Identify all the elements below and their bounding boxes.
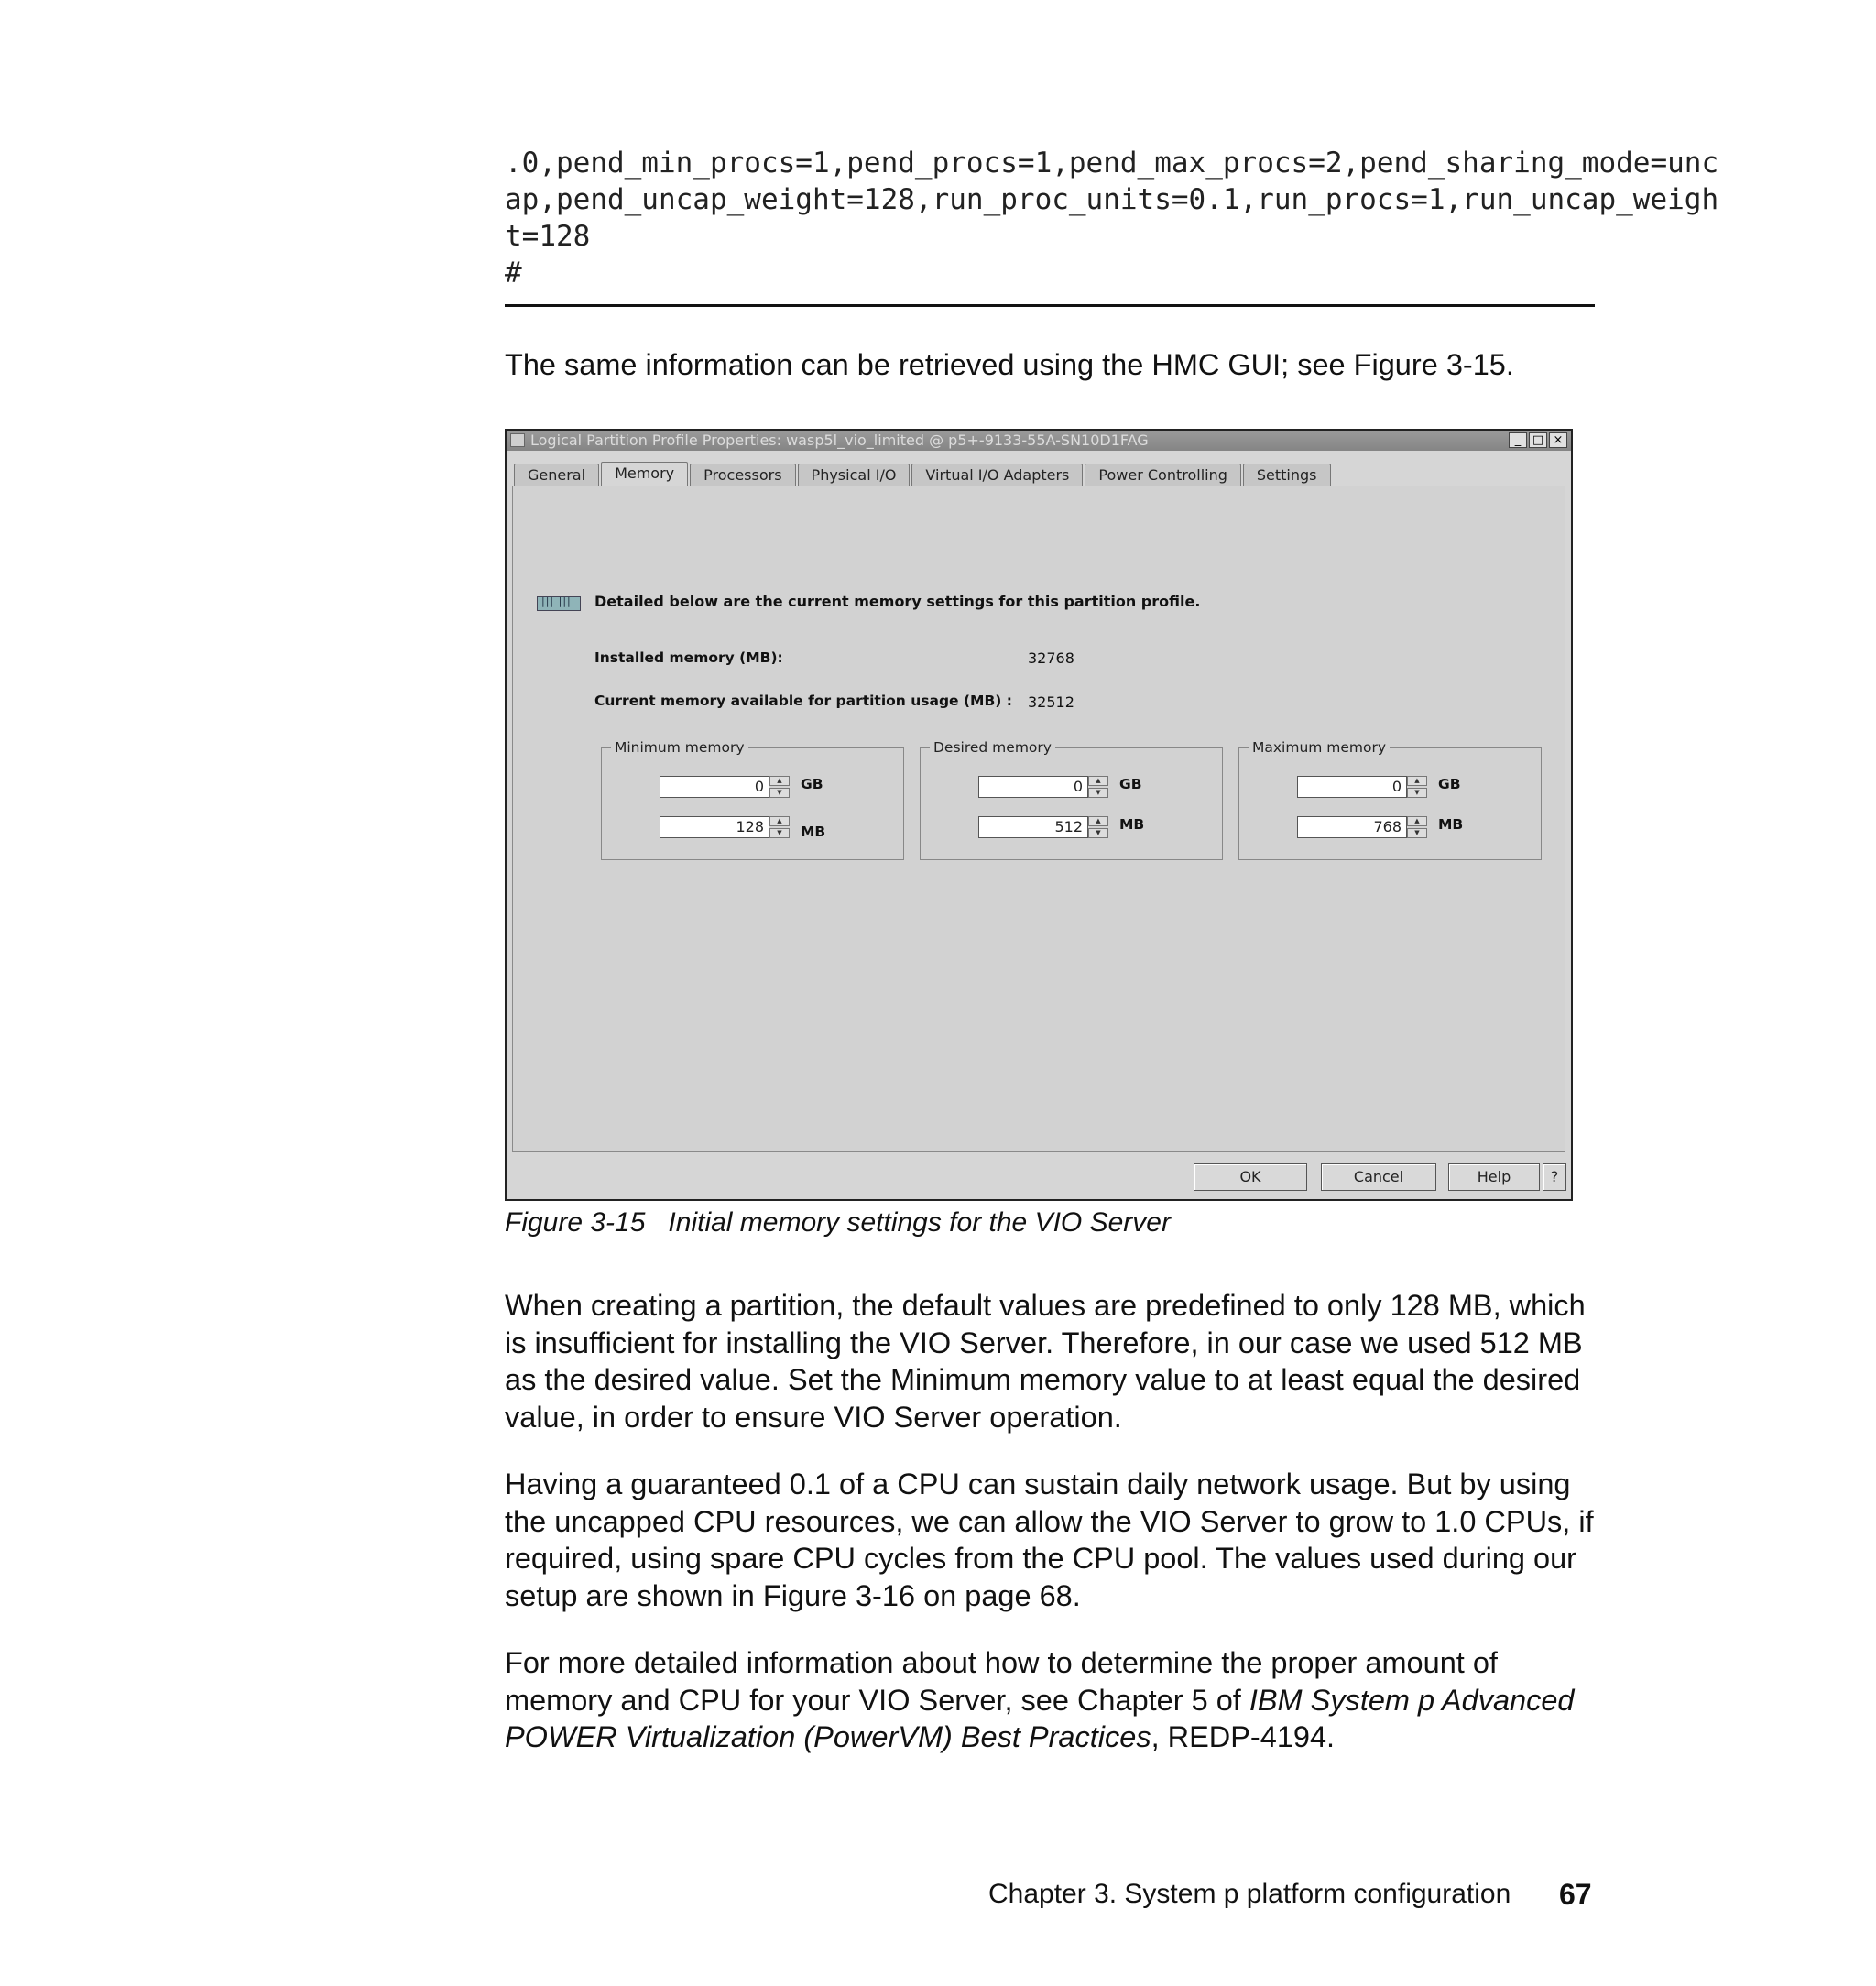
gb-unit-label: GB: [1438, 776, 1461, 792]
paragraph-more-info: [505, 1644, 1595, 1756]
group-title: Desired memory: [933, 739, 1052, 756]
installed-memory-value: 32768: [1028, 649, 1074, 667]
minimum-mb-spinner[interactable]: [660, 816, 790, 838]
spin-down-icon[interactable]: ▼: [769, 828, 790, 838]
spin-down-icon[interactable]: ▼: [1407, 788, 1427, 798]
memory-module-icon: [537, 596, 581, 611]
minimum-gb-spinner[interactable]: [660, 776, 790, 798]
minimum-mb-input[interactable]: 128: [660, 816, 769, 838]
spin-down-icon[interactable]: ▼: [1407, 828, 1427, 838]
maximum-gb-spinner[interactable]: [1297, 776, 1427, 798]
window-title: Logical Partition Profile Properties: wasp5l_vio_limited @ p5+-9133-55A-SN10D1FAG: [530, 431, 1149, 449]
group-title: Maximum memory: [1252, 739, 1387, 756]
maximum-memory-group: [1238, 739, 1542, 860]
dialog-button-bar: [507, 1154, 1571, 1200]
desired-gb-spinner[interactable]: [978, 776, 1108, 798]
gb-unit-label: GB: [1119, 776, 1142, 792]
spin-up-icon[interactable]: ▲: [1407, 816, 1427, 826]
code-block: [505, 145, 1719, 291]
spin-up-icon[interactable]: ▲: [1088, 776, 1108, 786]
tab-physical-io[interactable]: Physical I/O: [798, 464, 911, 486]
memory-panel: [512, 486, 1565, 1152]
code-line: t=128: [505, 220, 591, 253]
cancel-button[interactable]: Cancel: [1321, 1163, 1436, 1191]
context-help-button[interactable]: ?: [1543, 1163, 1566, 1191]
minimum-gb-input[interactable]: 0: [660, 776, 769, 798]
available-memory-label: Current memory available for partition usage (MB) :: [594, 693, 1012, 709]
code-line: #: [505, 256, 522, 289]
spin-down-icon[interactable]: ▼: [769, 788, 790, 798]
maximum-mb-spinner[interactable]: [1297, 816, 1427, 838]
book-title: IBM System p Advanced POWER Virtualization (PowerVM) Best Practices: [505, 1683, 1575, 1753]
paragraph-default-values: When creating a partition, the default values are predefined to only 128 MB, which is insufficient for installing the VIO Server. Therefore, in our case we used 512 MB as the desired value. Set the Minimum memory value to at least equal the desired value, in order to ensure VIO Server operation.: [505, 1289, 1586, 1434]
tab-memory[interactable]: Memory: [601, 462, 688, 486]
paragraph-text: For more detailed information about how to determine the proper amount of memory and CPU for your VIO Server, see Chapter 5 of: [505, 1646, 1498, 1717]
help-button[interactable]: Help: [1448, 1163, 1540, 1191]
spin-up-icon[interactable]: ▲: [1088, 816, 1108, 826]
spin-up-icon[interactable]: ▲: [1407, 776, 1427, 786]
code-line: ap,pend_uncap_weight=128,run_proc_units=0.1,run_procs=1,run_uncap_weigh: [505, 183, 1719, 216]
paragraph-cpu-resources: Having a guaranteed 0.1 of a CPU can sustain daily network usage. But by using the uncapped CPU resources, we can allow the VIO Server to grow to 1.0 CPUs, if required, using spare CPU cycles from the CPU pool. The values used during our setup are shown in Figure 3-16 on page 68.: [505, 1468, 1594, 1612]
figure-caption: Figure 3-15 Initial memory settings for the VIO Server: [505, 1207, 1171, 1238]
window-titlebar[interactable]: [507, 431, 1571, 451]
desired-memory-group: [920, 739, 1223, 860]
code-divider: [505, 304, 1595, 307]
maximum-mb-input[interactable]: 768: [1297, 816, 1407, 838]
spin-up-icon[interactable]: ▲: [769, 776, 790, 786]
spin-down-icon[interactable]: ▼: [1088, 828, 1108, 838]
group-title: Minimum memory: [615, 739, 745, 756]
code-line: .0,pend_min_procs=1,pend_procs=1,pend_max_procs=2,pend_sharing_mode=unc: [505, 147, 1719, 180]
close-button[interactable]: ×: [1549, 432, 1567, 448]
paragraph-text: , REDP-4194.: [1151, 1720, 1336, 1753]
maximize-button[interactable]: □: [1529, 432, 1547, 448]
installed-memory-label: Installed memory (MB):: [594, 649, 783, 666]
desired-mb-spinner[interactable]: [978, 816, 1108, 838]
mb-unit-label: MB: [801, 824, 826, 840]
maximum-gb-input[interactable]: 0: [1297, 776, 1407, 798]
page-number: 67: [1559, 1878, 1592, 1911]
ok-button[interactable]: OK: [1194, 1163, 1307, 1191]
available-memory-value: 32512: [1028, 693, 1074, 711]
window-app-icon: [510, 433, 525, 447]
tab-settings[interactable]: Settings: [1243, 464, 1331, 486]
intro-paragraph: The same information can be retrieved using the HMC GUI; see Figure 3-15.: [505, 348, 1514, 381]
gb-unit-label: GB: [801, 776, 823, 792]
desired-mb-input[interactable]: 512: [978, 816, 1088, 838]
tab-general[interactable]: General: [514, 464, 599, 486]
footer-chapter-title: Chapter 3. System p platform configuration: [988, 1879, 1511, 1909]
tab-virtual-io-adapters[interactable]: Virtual I/O Adapters: [911, 464, 1083, 486]
tab-processors[interactable]: Processors: [690, 464, 795, 486]
desired-gb-input[interactable]: 0: [978, 776, 1088, 798]
mb-unit-label: MB: [1119, 816, 1145, 833]
info-text: Detailed below are the current memory settings for this partition profile.: [594, 593, 1201, 610]
spin-down-icon[interactable]: ▼: [1088, 788, 1108, 798]
minimize-button[interactable]: _: [1509, 432, 1527, 448]
mb-unit-label: MB: [1438, 816, 1464, 833]
spin-up-icon[interactable]: ▲: [769, 816, 790, 826]
partition-profile-window: [505, 429, 1573, 1201]
tab-bar: [514, 464, 1333, 486]
minimum-memory-group: [601, 739, 904, 860]
tab-power-controlling[interactable]: Power Controlling: [1085, 464, 1240, 486]
